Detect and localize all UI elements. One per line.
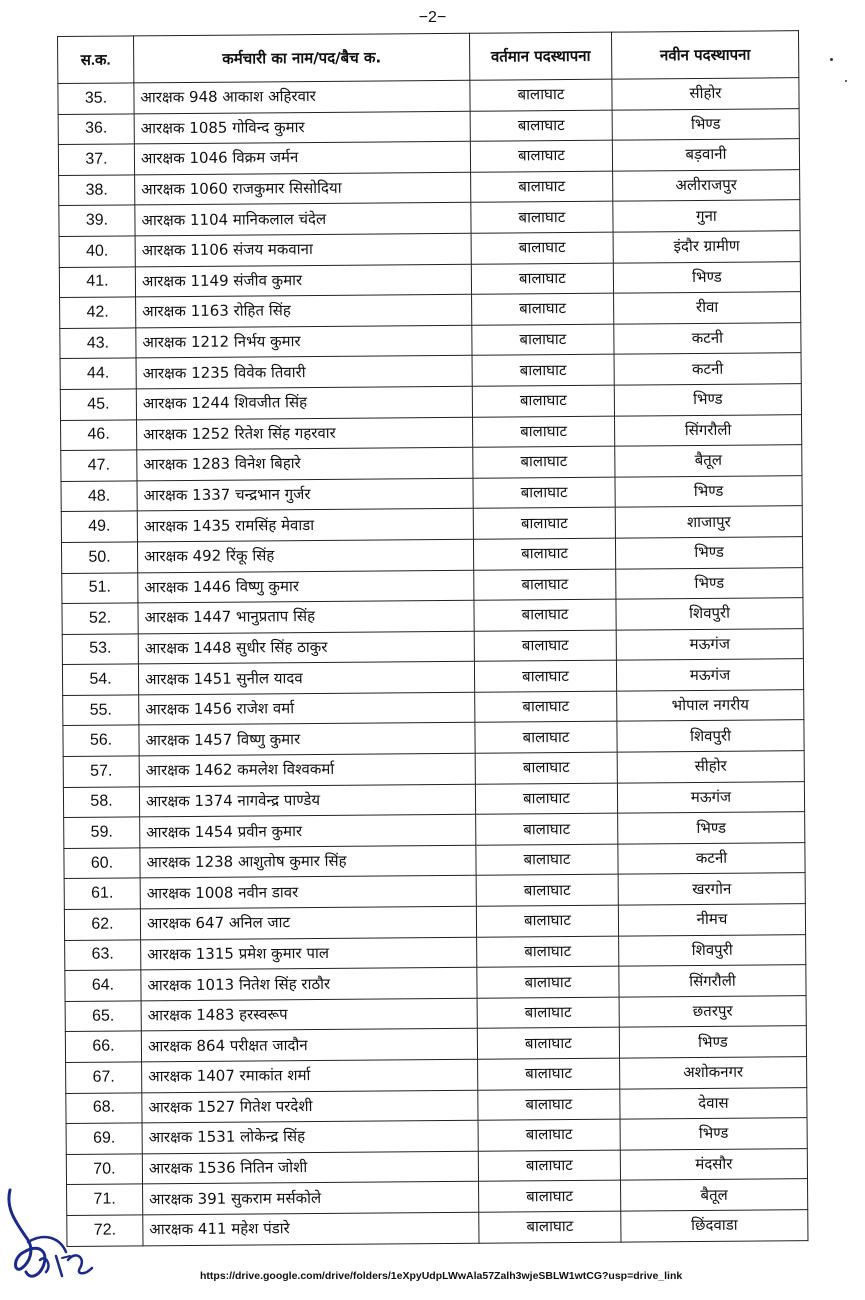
serial-cell: 53. xyxy=(62,634,138,665)
serial-cell: 35. xyxy=(58,83,134,114)
name-cell: आरक्षक 1106 संजय मकवाना xyxy=(135,233,471,266)
new-posting-cell: बैतूल xyxy=(615,445,802,477)
serial-cell: 66. xyxy=(65,1031,141,1062)
current-posting-cell: बालाघाट xyxy=(478,1150,620,1182)
current-posting-cell: बालाघाट xyxy=(473,446,615,478)
new-posting-cell: बैतूल xyxy=(621,1179,808,1211)
new-posting-cell: इंदौर ग्रामीण xyxy=(613,231,800,263)
name-cell: आरक्षक 1462 कमलेश विश्वकर्मा xyxy=(139,753,475,786)
new-posting-cell: भिण्ड xyxy=(613,261,800,293)
current-posting-cell: बालाघाट xyxy=(472,293,614,325)
header-serial: स.क. xyxy=(58,36,134,84)
current-posting-cell: बालाघाट xyxy=(476,844,618,876)
serial-cell: 42. xyxy=(60,297,136,328)
new-posting-cell: सीहोर xyxy=(612,78,799,110)
name-cell: आरक्षक 1283 विनेश बिहारे xyxy=(137,447,473,480)
current-posting-cell: बालाघाट xyxy=(473,416,615,448)
current-posting-cell: बालाघाट xyxy=(473,507,615,539)
current-posting-cell: बालाघाट xyxy=(478,1058,620,1090)
name-cell: आरक्षक 1060 राजकुमार सिसोदिया xyxy=(135,172,471,205)
current-posting-cell: बालाघाट xyxy=(471,232,613,264)
serial-cell: 43. xyxy=(60,328,136,359)
current-posting-cell: बालाघाट xyxy=(475,722,617,754)
current-posting-cell: बालाघाट xyxy=(475,783,617,815)
new-posting-cell: छिंदवाडा xyxy=(621,1210,808,1242)
name-cell: आरक्षक 1104 मानिकलाल चंदेल xyxy=(135,203,471,236)
new-posting-cell: देवास xyxy=(620,1087,807,1119)
serial-cell: 50. xyxy=(61,542,137,573)
current-posting-cell: बालाघाट xyxy=(474,599,616,631)
serial-cell: 70. xyxy=(66,1154,142,1185)
name-cell: आरक्षक 1527 गितेश परदेशी xyxy=(142,1090,478,1123)
serial-cell: 55. xyxy=(63,695,139,726)
new-posting-cell: सिंगरौली xyxy=(619,965,806,997)
name-cell: आरक्षक 1252 रितेश सिंह गहरवार xyxy=(137,417,473,450)
name-cell: आरक्षक 1374 नागवेन्द्र पाण्डेय xyxy=(139,784,475,817)
serial-cell: 47. xyxy=(61,450,137,481)
new-posting-cell: अलीराजपुर xyxy=(613,169,800,201)
current-posting-cell: बालाघाट xyxy=(472,354,614,386)
current-posting-cell: बालाघाट xyxy=(479,1211,621,1243)
new-posting-cell: शाजापुर xyxy=(615,506,802,538)
name-cell: आरक्षक 864 परीक्षत जादौन xyxy=(141,1029,477,1062)
current-posting-cell: बालाघाट xyxy=(477,936,619,968)
name-cell: आरक्षक 492 रिंकू सिंह xyxy=(137,539,473,572)
serial-cell: 64. xyxy=(65,970,141,1001)
name-cell: आरक्षक 1337 चन्द्रभान गुर्जर xyxy=(137,478,473,511)
new-posting-cell: भिण्ड xyxy=(619,1026,806,1058)
name-cell: आरक्षक 1451 सुनील यादव xyxy=(138,662,474,695)
new-posting-cell: छतरपुर xyxy=(619,995,806,1027)
serial-cell: 54. xyxy=(62,664,138,695)
name-cell: आरक्षक 1447 भानुप्रताप सिंह xyxy=(138,600,474,633)
name-cell: आरक्षक 1149 संजीव कुमार xyxy=(135,264,471,297)
name-cell: आरक्षक 1483 हरस्वरूप xyxy=(141,998,477,1031)
name-cell: आरक्षक 1085 गोविन्द कुमार xyxy=(134,111,470,144)
current-posting-cell: बालाघाट xyxy=(476,905,618,937)
name-cell: आरक्षक 1008 नवीन डावर xyxy=(140,876,476,909)
current-posting-cell: बालाघाट xyxy=(470,110,612,142)
new-posting-cell: सिंगरौली xyxy=(614,414,801,446)
new-posting-cell: अशोकनगर xyxy=(620,1057,807,1089)
serial-cell: 57. xyxy=(63,756,139,787)
name-cell: आरक्षक 1457 विष्णु कुमार xyxy=(139,723,475,756)
serial-cell: 38. xyxy=(59,175,135,206)
new-posting-cell: शिवपुरी xyxy=(617,720,804,752)
serial-cell: 63. xyxy=(65,939,141,970)
new-posting-cell: खरगोन xyxy=(618,873,805,905)
name-cell: आरक्षक 1435 रामसिंह मेवाडा xyxy=(137,509,473,542)
new-posting-cell: भिण्ड xyxy=(615,475,802,507)
new-posting-cell: भिण्ड xyxy=(620,1118,807,1150)
new-posting-cell: शिवपुरी xyxy=(619,934,806,966)
name-cell: आरक्षक 1244 शिवजीत सिंह xyxy=(136,386,472,419)
new-posting-cell: नीमच xyxy=(618,904,805,936)
serial-cell: 69. xyxy=(66,1123,142,1154)
serial-cell: 48. xyxy=(61,481,137,512)
scan-speck xyxy=(845,80,847,82)
current-posting-cell: बालाघाट xyxy=(474,660,616,692)
scan-speck xyxy=(830,58,833,61)
current-posting-cell: बालाघाट xyxy=(478,1089,620,1121)
current-posting-cell: बालाघाट xyxy=(472,385,614,417)
name-cell: आरक्षक 1238 आशुतोष कुमार सिंह xyxy=(140,845,476,878)
header-new-posting: नवीन पदस्थापना xyxy=(611,31,798,79)
serial-cell: 72. xyxy=(67,1215,143,1246)
serial-cell: 36. xyxy=(58,113,134,144)
new-posting-cell: मंदसौर xyxy=(620,1148,807,1180)
current-posting-cell: बालाघाट xyxy=(475,691,617,723)
current-posting-cell: बालाघाट xyxy=(477,1028,619,1060)
name-cell: आरक्षक 1536 नितिन जोशी xyxy=(142,1151,478,1184)
serial-cell: 71. xyxy=(67,1184,143,1215)
serial-cell: 56. xyxy=(63,725,139,756)
name-cell: आरक्षक 948 आकाश अहिरवार xyxy=(134,80,470,113)
serial-cell: 61. xyxy=(64,878,140,909)
header-name: कर्मचारी का नाम/पद/बैच क. xyxy=(134,33,470,83)
new-posting-cell: सीहोर xyxy=(617,751,804,783)
handwritten-signature xyxy=(0,1180,120,1290)
transfer-table-container xyxy=(57,30,808,1246)
drive-link[interactable]: https://drive.google.com/drive/folders/1eXpyUdpLWwAla57Zalh3wjeSBLW1wtCG?usp=drive_link xyxy=(200,1270,683,1282)
name-cell: आरक्षक 1456 राजेश वर्मा xyxy=(139,692,475,725)
new-posting-cell: कटनी xyxy=(614,353,801,385)
current-posting-cell: बालाघाट xyxy=(474,569,616,601)
new-posting-cell: शिवपुरी xyxy=(616,598,803,630)
new-posting-cell: मऊगंज xyxy=(616,659,803,691)
name-cell: आरक्षक 1163 रोहित सिंह xyxy=(136,294,472,327)
serial-cell: 46. xyxy=(61,419,137,450)
serial-cell: 49. xyxy=(61,511,137,542)
current-posting-cell: बालाघाट xyxy=(471,263,613,295)
new-posting-cell: भोपाल नगरीय xyxy=(617,690,804,722)
current-posting-cell: बालाघाट xyxy=(479,1180,621,1212)
current-posting-cell: बालाघाट xyxy=(471,171,613,203)
serial-cell: 37. xyxy=(58,144,134,175)
serial-cell: 52. xyxy=(62,603,138,634)
new-posting-cell: बड़वानी xyxy=(612,139,799,171)
serial-cell: 67. xyxy=(66,1062,142,1093)
serial-cell: 40. xyxy=(59,236,135,267)
serial-cell: 39. xyxy=(59,205,135,236)
new-posting-cell: भिण्ड xyxy=(612,108,799,140)
current-posting-cell: बालाघाट xyxy=(478,1119,620,1151)
name-cell: आरक्षक 391 सुकराम मर्सकोले xyxy=(143,1182,479,1215)
serial-cell: 59. xyxy=(64,817,140,848)
table-row xyxy=(67,1210,808,1246)
new-posting-cell: मऊगंज xyxy=(617,781,804,813)
serial-cell: 68. xyxy=(66,1092,142,1123)
name-cell: आरक्षक 1013 नितेश सिंह राठौर xyxy=(141,967,477,1000)
current-posting-cell: बालाघाट xyxy=(470,140,612,172)
new-posting-cell: गुना xyxy=(613,200,800,232)
current-posting-cell: बालाघाट xyxy=(473,538,615,570)
name-cell: आरक्षक 1448 सुधीर सिंह ठाकुर xyxy=(138,631,474,664)
name-cell: आरक्षक 1315 प्रमेश कुमार पाल xyxy=(141,937,477,970)
current-posting-cell: बालाघाट xyxy=(471,202,613,234)
current-posting-cell: बालाघाट xyxy=(477,997,619,1029)
page-number: −2− xyxy=(418,9,447,26)
serial-cell: 44. xyxy=(60,358,136,389)
name-cell: आरक्षक 1235 विवेक तिवारी xyxy=(136,356,472,389)
new-posting-cell: भिण्ड xyxy=(615,537,802,569)
transfer-table xyxy=(57,30,808,1246)
new-posting-cell: कटनी xyxy=(614,322,801,354)
serial-cell: 41. xyxy=(59,266,135,297)
new-posting-cell: भिण्ड xyxy=(614,384,801,416)
current-posting-cell: बालाघाट xyxy=(476,875,618,907)
current-posting-cell: बालाघाट xyxy=(474,630,616,662)
new-posting-cell: भिण्ड xyxy=(618,812,805,844)
current-posting-cell: बालाघाट xyxy=(473,477,615,509)
current-posting-cell: बालाघाट xyxy=(470,79,612,111)
name-cell: आरक्षक 1446 विष्णु कुमार xyxy=(138,570,474,603)
header-current-posting: वर्तमान पदस्थापना xyxy=(469,32,611,80)
name-cell: आरक्षक 1531 लोकेन्द्र सिंह xyxy=(142,1120,478,1153)
current-posting-cell: बालाघाट xyxy=(477,966,619,998)
name-cell: आरक्षक 1046 विक्रम जर्मन xyxy=(134,141,470,174)
current-posting-cell: बालाघाट xyxy=(475,752,617,784)
serial-cell: 62. xyxy=(64,909,140,940)
new-posting-cell: रीवा xyxy=(614,292,801,324)
new-posting-cell: कटनी xyxy=(618,842,805,874)
name-cell: आरक्षक 1454 प्रवीन कुमार xyxy=(140,814,476,847)
table-header-row xyxy=(58,31,799,84)
serial-cell: 51. xyxy=(62,572,138,603)
name-cell: आरक्षक 1212 निर्भय कुमार xyxy=(136,325,472,358)
name-cell: आरक्षक 1407 रमाकांत शर्मा xyxy=(142,1059,478,1092)
serial-cell: 65. xyxy=(65,1001,141,1032)
serial-cell: 45. xyxy=(60,389,136,420)
serial-cell: 58. xyxy=(63,787,139,818)
current-posting-cell: बालाघाट xyxy=(476,813,618,845)
serial-cell: 60. xyxy=(64,848,140,879)
new-posting-cell: भिण्ड xyxy=(616,567,803,599)
current-posting-cell: बालाघाट xyxy=(472,324,614,356)
name-cell: आरक्षक 647 अनिल जाट xyxy=(140,906,476,939)
name-cell: आरक्षक 411 महेश पंडारे xyxy=(143,1212,479,1245)
new-posting-cell: मऊगंज xyxy=(616,628,803,660)
